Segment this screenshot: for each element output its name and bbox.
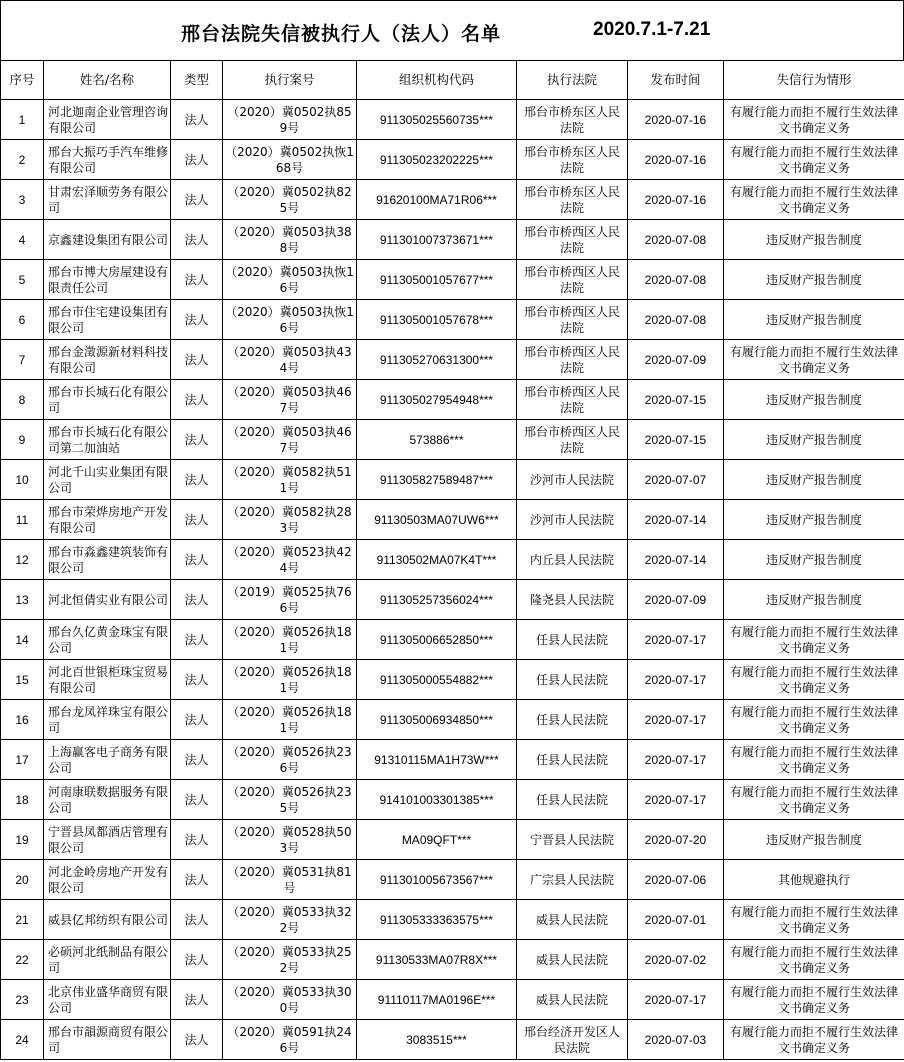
cell-org-code: MA09QFT***	[357, 820, 517, 860]
cell-org-code: 573886***	[357, 420, 517, 460]
cell-date: 2020-07-06	[628, 860, 724, 900]
cell-court: 邢台市桥西区人民法院	[517, 420, 628, 460]
cell-case-no: （2020）冀0531执81号	[223, 860, 357, 900]
cell-name: 邢台市韻源商贸有限公司	[44, 1020, 171, 1060]
cell-type: 法人	[171, 540, 223, 580]
column-header-name: 姓名/名称	[44, 61, 171, 100]
cell-behavior: 违反财产报告制度	[724, 220, 904, 260]
cell-type: 法人	[171, 460, 223, 500]
cell-date: 2020-07-17	[628, 660, 724, 700]
cell-case-no: （2020）冀0526执181号	[223, 620, 357, 660]
cell-behavior: 违反财产报告制度	[724, 420, 904, 460]
cell-court: 沙河市人民法院	[517, 460, 628, 500]
table-row	[1, 940, 904, 980]
header-row	[1, 61, 904, 100]
cell-org-code: 911305827589487***	[357, 460, 517, 500]
column-header-type: 类型	[171, 61, 223, 100]
cell-name: 邢台市住宅建设集团有限公司	[44, 300, 171, 340]
cell-court: 隆尧县人民法院	[517, 580, 628, 620]
cell-date: 2020-07-02	[628, 940, 724, 980]
cell-seq: 17	[1, 740, 44, 780]
cell-case-no: （2020）冀0503执恢16号	[223, 260, 357, 300]
cell-date: 2020-07-15	[628, 380, 724, 420]
cell-name: 河北恒倩实业有限公司	[44, 580, 171, 620]
cell-org-code: 91110117MA0196E***	[357, 980, 517, 1020]
cell-case-no: （2020）冀0503执恢16号	[223, 300, 357, 340]
cell-case-no: （2020）冀0582执511号	[223, 460, 357, 500]
cell-name: 邢台市长城石化有限公司第二加油站	[44, 420, 171, 460]
cell-org-code: 911305023202225***	[357, 140, 517, 180]
cell-behavior: 有履行能力而拒不履行生效法律文书确定义务	[724, 660, 904, 700]
cell-seq: 5	[1, 260, 44, 300]
cell-name: 威县亿邦纺织有限公司	[44, 900, 171, 940]
cell-court: 威县人民法院	[517, 940, 628, 980]
cell-seq: 12	[1, 540, 44, 580]
cell-org-code: 911301005673567***	[357, 860, 517, 900]
cell-type: 法人	[171, 620, 223, 660]
cell-behavior: 有履行能力而拒不履行生效法律文书确定义务	[724, 620, 904, 660]
cell-name: 邢台市荣烨房地产开发有限公司	[44, 500, 171, 540]
cell-seq: 24	[1, 1020, 44, 1060]
cell-behavior: 违反财产报告制度	[724, 460, 904, 500]
table-row	[1, 740, 904, 780]
table-body	[1, 100, 904, 1060]
cell-name: 邢台市淼鑫建筑装饰有限公司	[44, 540, 171, 580]
cell-court: 邢台市桥西区人民法院	[517, 340, 628, 380]
cell-name: 邢台久亿黄金珠宝有限公司	[44, 620, 171, 660]
cell-case-no: （2020）冀0502执恢168号	[223, 140, 357, 180]
cell-org-code: 911305000554882***	[357, 660, 517, 700]
cell-court: 任县人民法院	[517, 660, 628, 700]
cell-court: 沙河市人民法院	[517, 500, 628, 540]
cell-org-code: 911305027954948***	[357, 380, 517, 420]
column-header-court: 执行法院	[517, 61, 628, 100]
cell-date: 2020-07-15	[628, 420, 724, 460]
table-row	[1, 980, 904, 1020]
cell-date: 2020-07-16	[628, 140, 724, 180]
cell-type: 法人	[171, 780, 223, 820]
cell-case-no: （2019）冀0525执766号	[223, 580, 357, 620]
table-row	[1, 420, 904, 460]
cell-case-no: （2020）冀0533执300号	[223, 980, 357, 1020]
cell-behavior: 有履行能力而拒不履行生效法律文书确定义务	[724, 980, 904, 1020]
column-header-behavior: 失信行为情形	[724, 61, 904, 100]
cell-type: 法人	[171, 500, 223, 540]
cell-date: 2020-07-14	[628, 500, 724, 540]
cell-court: 威县人民法院	[517, 900, 628, 940]
cell-org-code: 91620100MA71R06***	[357, 180, 517, 220]
cell-court: 任县人民法院	[517, 780, 628, 820]
cell-name: 河北千山实业集团有限公司	[44, 460, 171, 500]
cell-type: 法人	[171, 380, 223, 420]
cell-org-code: 91310115MA1H73W***	[357, 740, 517, 780]
cell-type: 法人	[171, 100, 223, 140]
cell-name: 宁晋县凤都酒店管理有限公司	[44, 820, 171, 860]
cell-seq: 16	[1, 700, 44, 740]
cell-case-no: （2020）冀0503执434号	[223, 340, 357, 380]
cell-date: 2020-07-07	[628, 460, 724, 500]
cell-org-code: 914101003301385***	[357, 780, 517, 820]
cell-behavior: 违反财产报告制度	[724, 380, 904, 420]
cell-behavior: 有履行能力而拒不履行生效法律文书确定义务	[724, 900, 904, 940]
cell-type: 法人	[171, 1020, 223, 1060]
cell-type: 法人	[171, 860, 223, 900]
cell-case-no: （2020）冀0533执252号	[223, 940, 357, 980]
cell-behavior: 有履行能力而拒不履行生效法律文书确定义务	[724, 700, 904, 740]
cell-behavior: 有履行能力而拒不履行生效法律文书确定义务	[724, 780, 904, 820]
cell-date: 2020-07-20	[628, 820, 724, 860]
cell-case-no: （2020）冀0503执467号	[223, 420, 357, 460]
column-header-org-code: 组织机构代码	[357, 61, 517, 100]
cell-type: 法人	[171, 940, 223, 980]
cell-date: 2020-07-17	[628, 620, 724, 660]
blacklist-table	[0, 60, 904, 1060]
cell-type: 法人	[171, 260, 223, 300]
cell-behavior: 违反财产报告制度	[724, 260, 904, 300]
cell-type: 法人	[171, 700, 223, 740]
cell-date: 2020-07-09	[628, 580, 724, 620]
cell-behavior: 违反财产报告制度	[724, 580, 904, 620]
cell-court: 邢台市桥西区人民法院	[517, 380, 628, 420]
cell-date: 2020-07-08	[628, 220, 724, 260]
cell-case-no: （2020）冀0591执246号	[223, 1020, 357, 1060]
cell-date: 2020-07-16	[628, 180, 724, 220]
table-row	[1, 340, 904, 380]
cell-court: 任县人民法院	[517, 700, 628, 740]
cell-behavior: 违反财产报告制度	[724, 540, 904, 580]
cell-case-no: （2020）冀0526执181号	[223, 660, 357, 700]
cell-seq: 11	[1, 500, 44, 540]
cell-name: 甘肃宏泽顺劳务有限公司	[44, 180, 171, 220]
cell-case-no: （2020）冀0523执424号	[223, 540, 357, 580]
table-row	[1, 100, 904, 140]
cell-case-no: （2020）冀0533执322号	[223, 900, 357, 940]
table-row	[1, 500, 904, 540]
cell-type: 法人	[171, 660, 223, 700]
cell-org-code: 911301007373671***	[357, 220, 517, 260]
table-row	[1, 620, 904, 660]
page-title: 邢台法院失信被执行人（法人）名单	[181, 23, 502, 45]
cell-date: 2020-07-01	[628, 900, 724, 940]
cell-behavior: 有履行能力而拒不履行生效法律文书确定义务	[724, 940, 904, 980]
cell-behavior: 其他规避执行	[724, 860, 904, 900]
cell-date: 2020-07-17	[628, 780, 724, 820]
cell-case-no: （2020）冀0502执859号	[223, 100, 357, 140]
cell-type: 法人	[171, 580, 223, 620]
cell-seq: 7	[1, 340, 44, 380]
cell-org-code: 3083515***	[357, 1020, 517, 1060]
cell-court: 内丘县人民法院	[517, 540, 628, 580]
cell-date: 2020-07-17	[628, 740, 724, 780]
cell-name: 河南康联数据服务有限公司	[44, 780, 171, 820]
cell-seq: 15	[1, 660, 44, 700]
table-row	[1, 860, 904, 900]
cell-seq: 21	[1, 900, 44, 940]
cell-case-no: （2020）冀0526执236号	[223, 740, 357, 780]
cell-date: 2020-07-17	[628, 980, 724, 1020]
cell-behavior: 违反财产报告制度	[724, 500, 904, 540]
cell-seq: 3	[1, 180, 44, 220]
cell-name: 上海赢客电子商务有限公司	[44, 740, 171, 780]
cell-behavior: 有履行能力而拒不履行生效法律文书确定义务	[724, 140, 904, 180]
cell-date: 2020-07-08	[628, 260, 724, 300]
table-row	[1, 1020, 904, 1060]
cell-type: 法人	[171, 980, 223, 1020]
cell-case-no: （2020）冀0503执467号	[223, 380, 357, 420]
table-row	[1, 700, 904, 740]
column-header-seq: 序号	[1, 61, 44, 100]
table-row	[1, 300, 904, 340]
column-header-case-no: 执行案号	[223, 61, 357, 100]
cell-org-code: 911305333363575***	[357, 900, 517, 940]
cell-court: 邢台市桥西区人民法院	[517, 300, 628, 340]
cell-case-no: （2020）冀0503执388号	[223, 220, 357, 260]
cell-court: 任县人民法院	[517, 620, 628, 660]
cell-behavior: 有履行能力而拒不履行生效法律文书确定义务	[724, 340, 904, 380]
cell-org-code: 91130533MA07R8X***	[357, 940, 517, 980]
cell-date: 2020-07-08	[628, 300, 724, 340]
cell-date: 2020-07-17	[628, 700, 724, 740]
cell-behavior: 有履行能力而拒不履行生效法律文书确定义务	[724, 740, 904, 780]
cell-seq: 19	[1, 820, 44, 860]
cell-name: 邢台金澂源新材料科技有限公司	[44, 340, 171, 380]
cell-date: 2020-07-03	[628, 1020, 724, 1060]
cell-behavior: 有履行能力而拒不履行生效法律文书确定义务	[724, 180, 904, 220]
cell-court: 邢台市桥东区人民法院	[517, 180, 628, 220]
cell-name: 河北百世银柜珠宝贸易有限公司	[44, 660, 171, 700]
cell-seq: 10	[1, 460, 44, 500]
cell-court: 任县人民法院	[517, 740, 628, 780]
cell-seq: 1	[1, 100, 44, 140]
cell-behavior: 违反财产报告制度	[724, 820, 904, 860]
table-row	[1, 780, 904, 820]
table-row	[1, 660, 904, 700]
cell-court: 邢台市桥东区人民法院	[517, 100, 628, 140]
cell-org-code: 911305025560735***	[357, 100, 517, 140]
cell-name: 必硕河北纸制品有限公司	[44, 940, 171, 980]
title-row	[0, 0, 904, 60]
cell-seq: 18	[1, 780, 44, 820]
cell-court: 广宗县人民法院	[517, 860, 628, 900]
cell-seq: 13	[1, 580, 44, 620]
cell-type: 法人	[171, 820, 223, 860]
cell-court: 邢台市桥西区人民法院	[517, 220, 628, 260]
cell-case-no: （2020）冀0526执235号	[223, 780, 357, 820]
cell-court: 邢台经济开发区人民法院	[517, 1020, 628, 1060]
cell-name: 邢台市博大房屋建设有限责任公司	[44, 260, 171, 300]
cell-seq: 6	[1, 300, 44, 340]
cell-name: 河北迦南企业管理咨询有限公司	[44, 100, 171, 140]
cell-case-no: （2020）冀0502执825号	[223, 180, 357, 220]
cell-court: 邢台市桥东区人民法院	[517, 140, 628, 180]
cell-date: 2020-07-14	[628, 540, 724, 580]
table-row	[1, 820, 904, 860]
cell-org-code: 91130503MA07UW6***	[357, 500, 517, 540]
cell-org-code: 911305006934850***	[357, 700, 517, 740]
cell-type: 法人	[171, 740, 223, 780]
cell-seq: 2	[1, 140, 44, 180]
cell-court: 威县人民法院	[517, 980, 628, 1020]
cell-name: 河北金岭房地产开发有限公司	[44, 860, 171, 900]
cell-seq: 8	[1, 380, 44, 420]
cell-org-code: 911305270631300***	[357, 340, 517, 380]
cell-court: 邢台市桥西区人民法院	[517, 260, 628, 300]
cell-type: 法人	[171, 300, 223, 340]
cell-date: 2020-07-16	[628, 100, 724, 140]
cell-type: 法人	[171, 420, 223, 460]
table-row	[1, 900, 904, 940]
cell-org-code: 911305001057677***	[357, 260, 517, 300]
cell-date: 2020-07-09	[628, 340, 724, 380]
cell-type: 法人	[171, 220, 223, 260]
table-row	[1, 180, 904, 220]
cell-case-no: （2020）冀0528执503号	[223, 820, 357, 860]
cell-seq: 23	[1, 980, 44, 1020]
cell-type: 法人	[171, 180, 223, 220]
cell-behavior: 违反财产报告制度	[724, 300, 904, 340]
cell-type: 法人	[171, 140, 223, 180]
cell-org-code: 911305001057678***	[357, 300, 517, 340]
cell-seq: 9	[1, 420, 44, 460]
cell-behavior: 有履行能力而拒不履行生效法律文书确定义务	[724, 100, 904, 140]
cell-name: 邢台市长城石化有限公司	[44, 380, 171, 420]
cell-seq: 4	[1, 220, 44, 260]
cell-case-no: （2020）冀0526执181号	[223, 700, 357, 740]
table-row	[1, 540, 904, 580]
table-row	[1, 220, 904, 260]
cell-type: 法人	[171, 900, 223, 940]
cell-org-code: 911305006652850***	[357, 620, 517, 660]
cell-seq: 22	[1, 940, 44, 980]
table-row	[1, 460, 904, 500]
table-row	[1, 260, 904, 300]
cell-seq: 20	[1, 860, 44, 900]
cell-court: 宁晋县人民法院	[517, 820, 628, 860]
column-header-date: 发布时间	[628, 61, 724, 100]
table-row	[1, 380, 904, 420]
date-range: 2020.7.1-7.21	[593, 19, 711, 40]
cell-case-no: （2020）冀0582执283号	[223, 500, 357, 540]
cell-type: 法人	[171, 340, 223, 380]
cell-seq: 14	[1, 620, 44, 660]
cell-name: 北京伟业盛华商贸有限公司	[44, 980, 171, 1020]
cell-org-code: 911305257356024***	[357, 580, 517, 620]
cell-org-code: 91130502MA07K4T***	[357, 540, 517, 580]
cell-name: 京鑫建设集团有限公司	[44, 220, 171, 260]
table-row	[1, 580, 904, 620]
table-row	[1, 140, 904, 180]
cell-behavior: 有履行能力而拒不履行生效法律文书确定义务	[724, 1020, 904, 1060]
cell-name: 邢台龙凤祥珠宝有限公司	[44, 700, 171, 740]
cell-name: 邢台大振巧手汽车维修有限公司	[44, 140, 171, 180]
